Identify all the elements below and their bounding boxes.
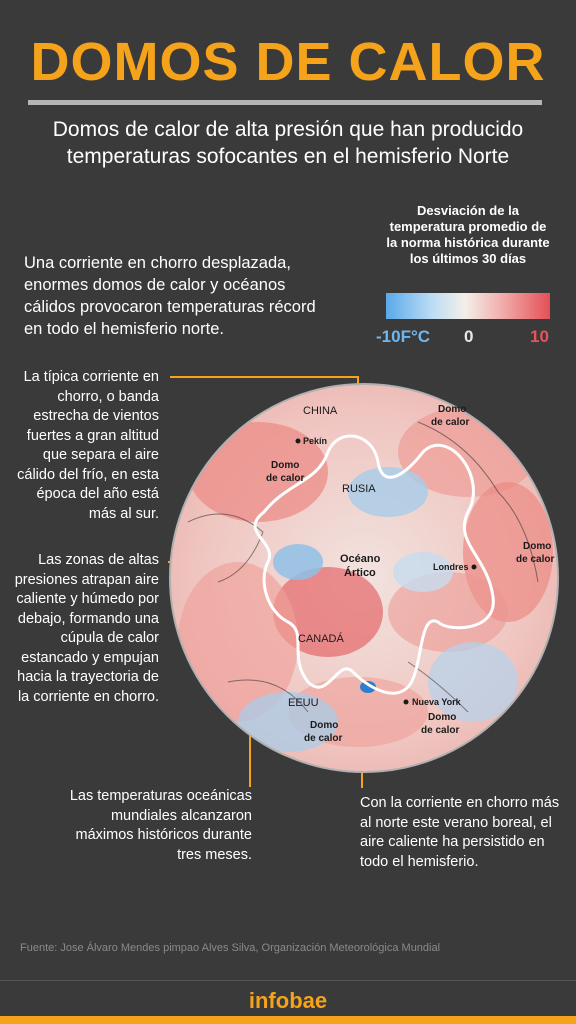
label-new-york: Nueva York <box>412 697 461 707</box>
label-dome-2b: de calor <box>266 473 305 484</box>
heat-map-globe <box>168 382 560 774</box>
label-dome-1b: de calor <box>431 417 470 428</box>
title-divider <box>28 100 542 105</box>
intro-text: Una corriente en chorro desplazada, enormes domos de calor y océanos cálidos provocaron temperaturas récord en todo el hemisferio norte. <box>24 254 316 338</box>
note-jet-stream: La típica corriente en chorro, o banda estrecha de vientos fuertes a gran altitud que separa el aire cálido del frío, en esta época del año está más al sur. <box>17 369 159 522</box>
label-arctic-2: Ártico <box>344 567 376 579</box>
legend-color-scale <box>386 293 550 319</box>
subtitle <box>0 116 576 170</box>
legend-min-label: -10F°C <box>376 327 431 346</box>
label-london: Londres <box>433 562 469 572</box>
bottom-accent-strip <box>0 1016 576 1024</box>
label-dome-3b: de calor <box>516 554 555 565</box>
note-north-shift: Con la corriente en chorro más al norte este verano boreal, el aire caliente ha persistido en todo el hemisferio. <box>360 795 560 870</box>
label-dome-4: Domo <box>310 720 339 731</box>
legend-title: Desviación de la temperatura promedio de la norma histórica durante los últimos 30 días <box>386 203 550 266</box>
legend-mid-label: 0 <box>464 327 474 346</box>
label-canada: CANADÁ <box>298 633 344 645</box>
note-high-pressure: Las zonas de altas presiones atrapan aire caliente y húmedo por debajo, formando una cúpula de calor estancado y empujan hacia la trayectoria de la corriente en chorro. <box>14 552 159 705</box>
label-dome-1: Domo <box>438 404 467 415</box>
label-pekin: Pekín <box>303 436 328 446</box>
label-arctic-1: Océano <box>340 553 381 565</box>
note-oceans: Las temperaturas oceánicas mundiales alcanzaron máximos históricos durante tres meses. <box>69 788 252 863</box>
label-dome-3: Domo <box>523 541 552 552</box>
label-dome-2: Domo <box>271 460 300 471</box>
page-title: DOMOS DE CALOR <box>30 32 546 92</box>
brand-logo: infobae <box>248 988 328 1013</box>
legend-max-label: 10 <box>530 327 549 346</box>
footer-divider <box>0 980 576 981</box>
label-dome-5b: de calor <box>421 725 460 736</box>
label-dome-4b: de calor <box>304 733 343 744</box>
source-credit: Fuente: Jose Álvaro Mendes pimpao Alves Silva, Organización Meteorológica Mundial <box>20 942 441 954</box>
label-china: CHINA <box>303 405 338 417</box>
label-dome-5: Domo <box>428 712 457 723</box>
label-eeuu: EEUU <box>288 697 319 709</box>
subtitle-line-2: temperaturas sofocantes en el hemisferio Norte <box>66 145 510 168</box>
label-russia: RUSIA <box>342 483 376 495</box>
subtitle-line-1: Domos de calor de alta presión que han producido <box>52 118 524 141</box>
